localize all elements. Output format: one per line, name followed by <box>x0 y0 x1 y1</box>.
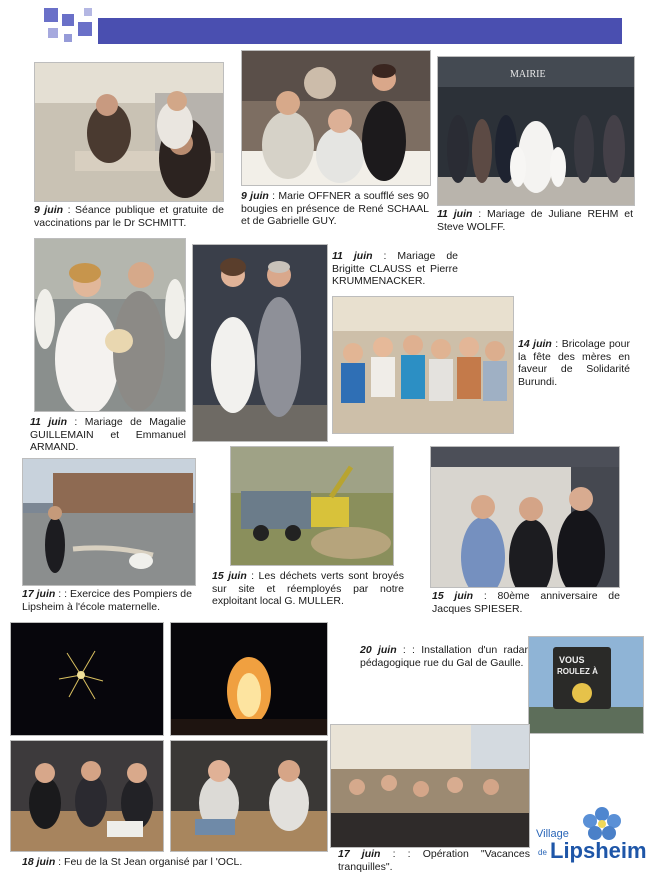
caption-vaccinations: 9 juin : Séance publique et gratuite de vaccinations par le Dr SCHMITT. <box>34 204 224 229</box>
photo-offner-birthday <box>241 50 431 186</box>
photo-ocl-stand-2 <box>170 740 328 852</box>
photo-spieser-anniversaire <box>430 446 620 588</box>
caption-rehm-wolff-wedding: 11 juin : Mariage de Juliane REHM et Steve WOLFF. <box>437 208 633 233</box>
village-logo <box>536 806 647 872</box>
photo-vacances-tranquilles <box>330 724 530 848</box>
flower-icon <box>582 806 622 840</box>
photo-feu-artifice <box>10 622 164 736</box>
caption-guillemain-armand-wedding: 11 juin : Mariage de Magalie GUILLEMAIN et Emmanuel ARMAND. <box>30 416 186 453</box>
photo-ocl-stand-1 <box>10 740 164 852</box>
photo-guillemain-armand-wedding <box>34 238 186 412</box>
caption-vacances-tranquilles: 17 juin : : Opération "Vacances tranquilles". <box>338 848 530 873</box>
photo-radar-pedagogique <box>528 636 644 734</box>
header-pixel <box>44 8 58 22</box>
caption-feu-st-jean: 18 juin : Feu de la St Jean organisé par l 'OCL. <box>22 856 243 868</box>
photo-feu-st-jean <box>170 622 328 736</box>
mairie-sign: MAIRIE <box>510 69 546 80</box>
caption-offner-birthday: 9 juin : Marie OFFNER a soufflé ses 90 bougies en présence de René SCHAAL et de Gabrielle GUY. <box>241 190 429 227</box>
photo-bricolage-fete-des-meres <box>332 296 514 434</box>
caption-dechets-verts: 15 juin : Les déchets verts sont broyés sur site et réemployés par notre exploitant local G. MULLER. <box>212 570 404 607</box>
photo-dechets-verts <box>230 446 394 566</box>
header-banner <box>98 18 622 44</box>
header-pixel <box>84 8 92 16</box>
logo-name: Lipsheim <box>550 838 647 863</box>
photo-pompiers-exercice <box>22 458 196 586</box>
photo-clauss-krummenacker-wedding <box>192 244 328 442</box>
logo-village-text: Village <box>536 828 569 840</box>
logo-de-text: de <box>538 848 547 857</box>
caption-pompiers-exercice: 17 juin : : Exercice des Pompiers de Lipsheim à l'école maternelle. <box>22 588 192 613</box>
photo-rehm-wolff-wedding <box>437 56 635 206</box>
caption-bricolage-fete-des-meres: 14 juin : Bricolage pour la fête des mères en faveur de Solidarité Burundi. <box>518 338 630 388</box>
caption-spieser-anniversaire: 15 juin : 80ème anniversaire de Jacques SPIESER. <box>432 590 620 615</box>
caption-radar: 20 juin : : Installation d'un radar pédagogique rue du Gal de Gaulle. <box>360 644 528 669</box>
header-pixel <box>64 34 72 42</box>
radar-text-1: VOUS <box>559 655 585 665</box>
caption-clauss-krummenacker-wedding: 11 juin : Mariage de Brigitte CLAUSS et Pierre KRUMMENACKER. <box>332 250 459 287</box>
photo-vaccinations <box>34 62 224 202</box>
radar-text-2: ROULEZ À <box>557 667 598 676</box>
header-pixel <box>78 22 92 36</box>
header-pixel <box>62 14 74 26</box>
header-pixel <box>48 28 58 38</box>
